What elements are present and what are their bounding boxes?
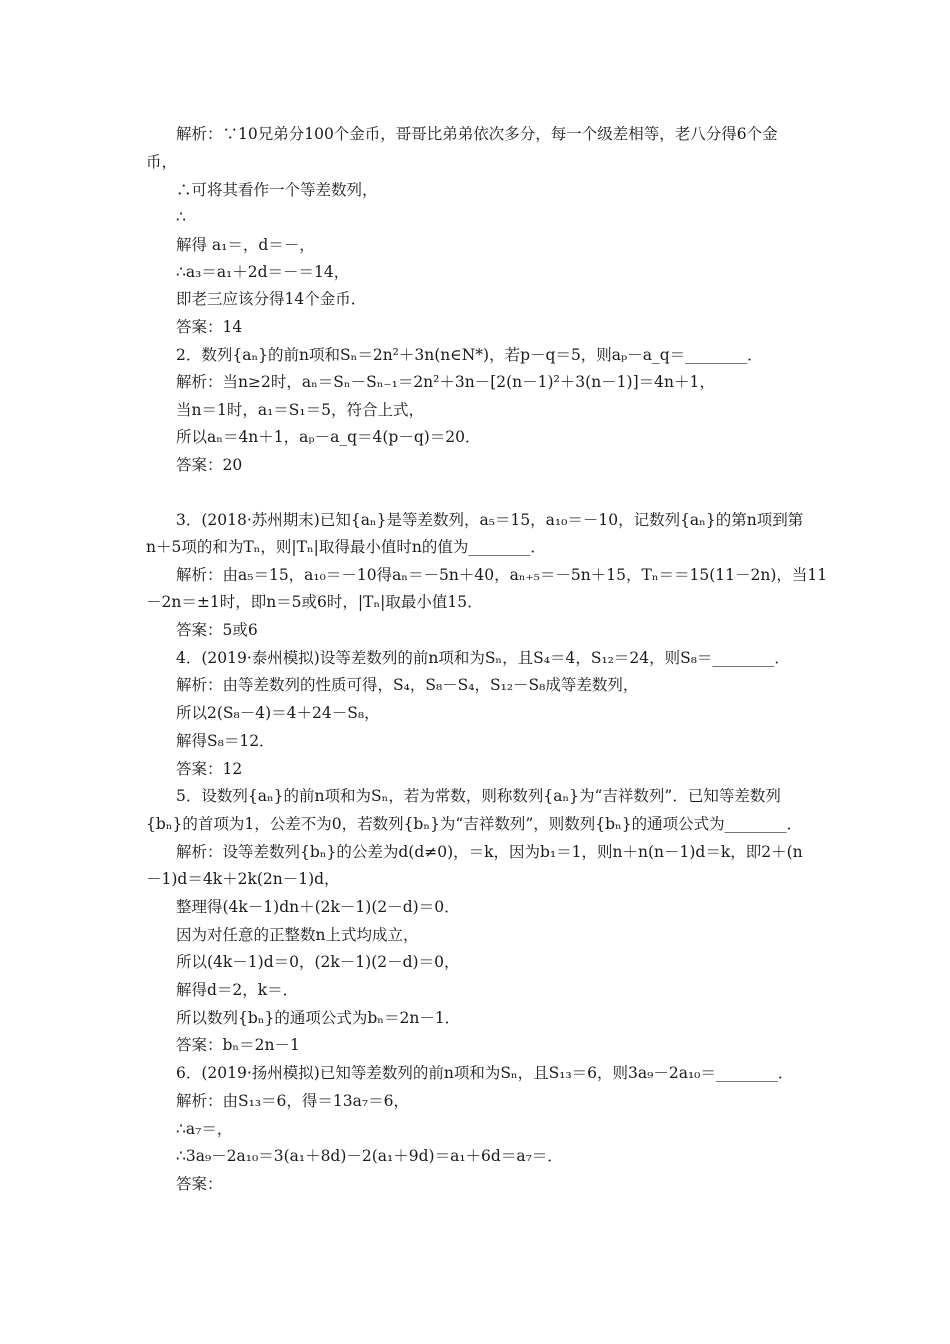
text-line: 因为对任意的正整数n上式均成立， — [176, 926, 419, 944]
text-line: 即老三应该分得14个金币． — [176, 290, 367, 308]
text-line: ∴可将其看作一个等差数列， — [176, 181, 378, 199]
question-line: {bₙ}的首项为1，公差不为0，若数列{bₙ}为“吉祥数列”，则数列{bₙ}的通项公式为________． — [146, 815, 803, 833]
text-line: 解析：设等差数列{bₙ}的公差为d(d≠0)，＝k，因为b₁＝1，则n＋n(n－1)d＝k，即2＋(n — [176, 843, 803, 861]
text-line: 解析：∵10兄弟分100个金币，哥哥比弟弟依次多分，每一个级差相等，老八分得6个金 — [176, 125, 778, 143]
text-line: 币， — [146, 153, 178, 171]
text-line: 解得S₈＝12． — [176, 732, 275, 750]
text-line: 当n＝1时，a₁＝S₁＝5，符合上式， — [176, 401, 424, 419]
text-line: 所以数列{bₙ}的通项公式为bₙ＝2n－1． — [176, 1009, 461, 1027]
question-line: 6．(2019·扬州模拟)已知等差数列的前n项和为Sₙ，且S₁₃＝6，则3a₉－2a₁₀＝________． — [176, 1064, 794, 1082]
text-line: ∴ — [176, 208, 186, 226]
answer-line: 答案：14 — [176, 318, 243, 336]
text-line: ∴a₇＝， — [176, 1120, 233, 1138]
text-line: 解析：由S₁₃＝6，得＝13a₇＝6， — [176, 1092, 409, 1110]
question-line: 4．(2019·泰州模拟)设等差数列的前n项和为Sₙ，且S₄＝4，S₁₂＝24，则S₈＝________． — [176, 649, 790, 667]
question-line: 2．数列{aₙ}的前n项和Sₙ＝2n²＋3n(n∈N*)，若p－q＝5，则aₚ－a_q＝________． — [176, 346, 763, 364]
text-line: ∴3a₉－2a₁₀＝3(a₁＋8d)－2(a₁＋9d)＝a₁＋6d＝a₇＝． — [176, 1147, 563, 1165]
text-line: 解析：由a₅＝15，a₁₀＝－10得aₙ＝－5n＋40，aₙ₊₅＝－5n＋15，Tₙ＝＝15(11－2n)，当11 — [176, 566, 828, 584]
question-line: 3．(2018·苏州期末)已知{aₙ}是等差数列，a₅＝15，a₁₀＝－10，记数列{aₙ}的第n项到第 — [176, 511, 804, 529]
text-line: 所以2(S₈－4)＝4＋24－S₈， — [176, 704, 380, 722]
answer-line: 答案： — [176, 1175, 223, 1193]
text-line: 整理得(4k－1)dn＋(2k－1)(2－d)＝0． — [176, 898, 460, 916]
text-line: 解析：当n≥2时，aₙ＝Sₙ－Sₙ₋₁＝2n²＋3n－[2(n－1)²＋3(n－1)]＝4n＋1， — [176, 373, 715, 391]
text-line: ∴a₃＝a₁＋2d＝－＝14， — [176, 263, 350, 281]
text-line: 解得d＝2，k＝． — [176, 981, 299, 999]
text-line: －2n＝±1时，即n＝5或6时，|Tₙ|取最小值15． — [146, 593, 483, 611]
answer-line: 答案：20 — [176, 456, 243, 474]
text-line: －1)d＝4k＋2k(2n－1)d， — [146, 870, 340, 888]
question-line: n＋5项的和为Tₙ，则|Tₙ|取得最小值时n的值为________． — [146, 538, 546, 556]
answer-line: 答案：bₙ＝2n－1 — [176, 1036, 300, 1054]
text-line: 所以aₙ＝4n＋1，aₚ－a_q＝4(p－q)＝20． — [176, 428, 481, 446]
text-line: 解析：由等差数列的性质可得，S₄，S₈－S₄，S₁₂－S₈成等差数列， — [176, 676, 639, 694]
question-line: 5．设数列{aₙ}的前n项和为Sₙ，若为常数，则称数列{aₙ}为“吉祥数列”．已知等差数列 — [176, 787, 781, 805]
text-line: 所以(4k－1)d＝0，(2k－1)(2－d)＝0， — [176, 953, 460, 971]
answer-line: 答案：12 — [176, 760, 243, 778]
text-line: 解得 a₁＝，d＝－， — [176, 236, 315, 254]
answer-line: 答案：5或6 — [176, 621, 258, 639]
